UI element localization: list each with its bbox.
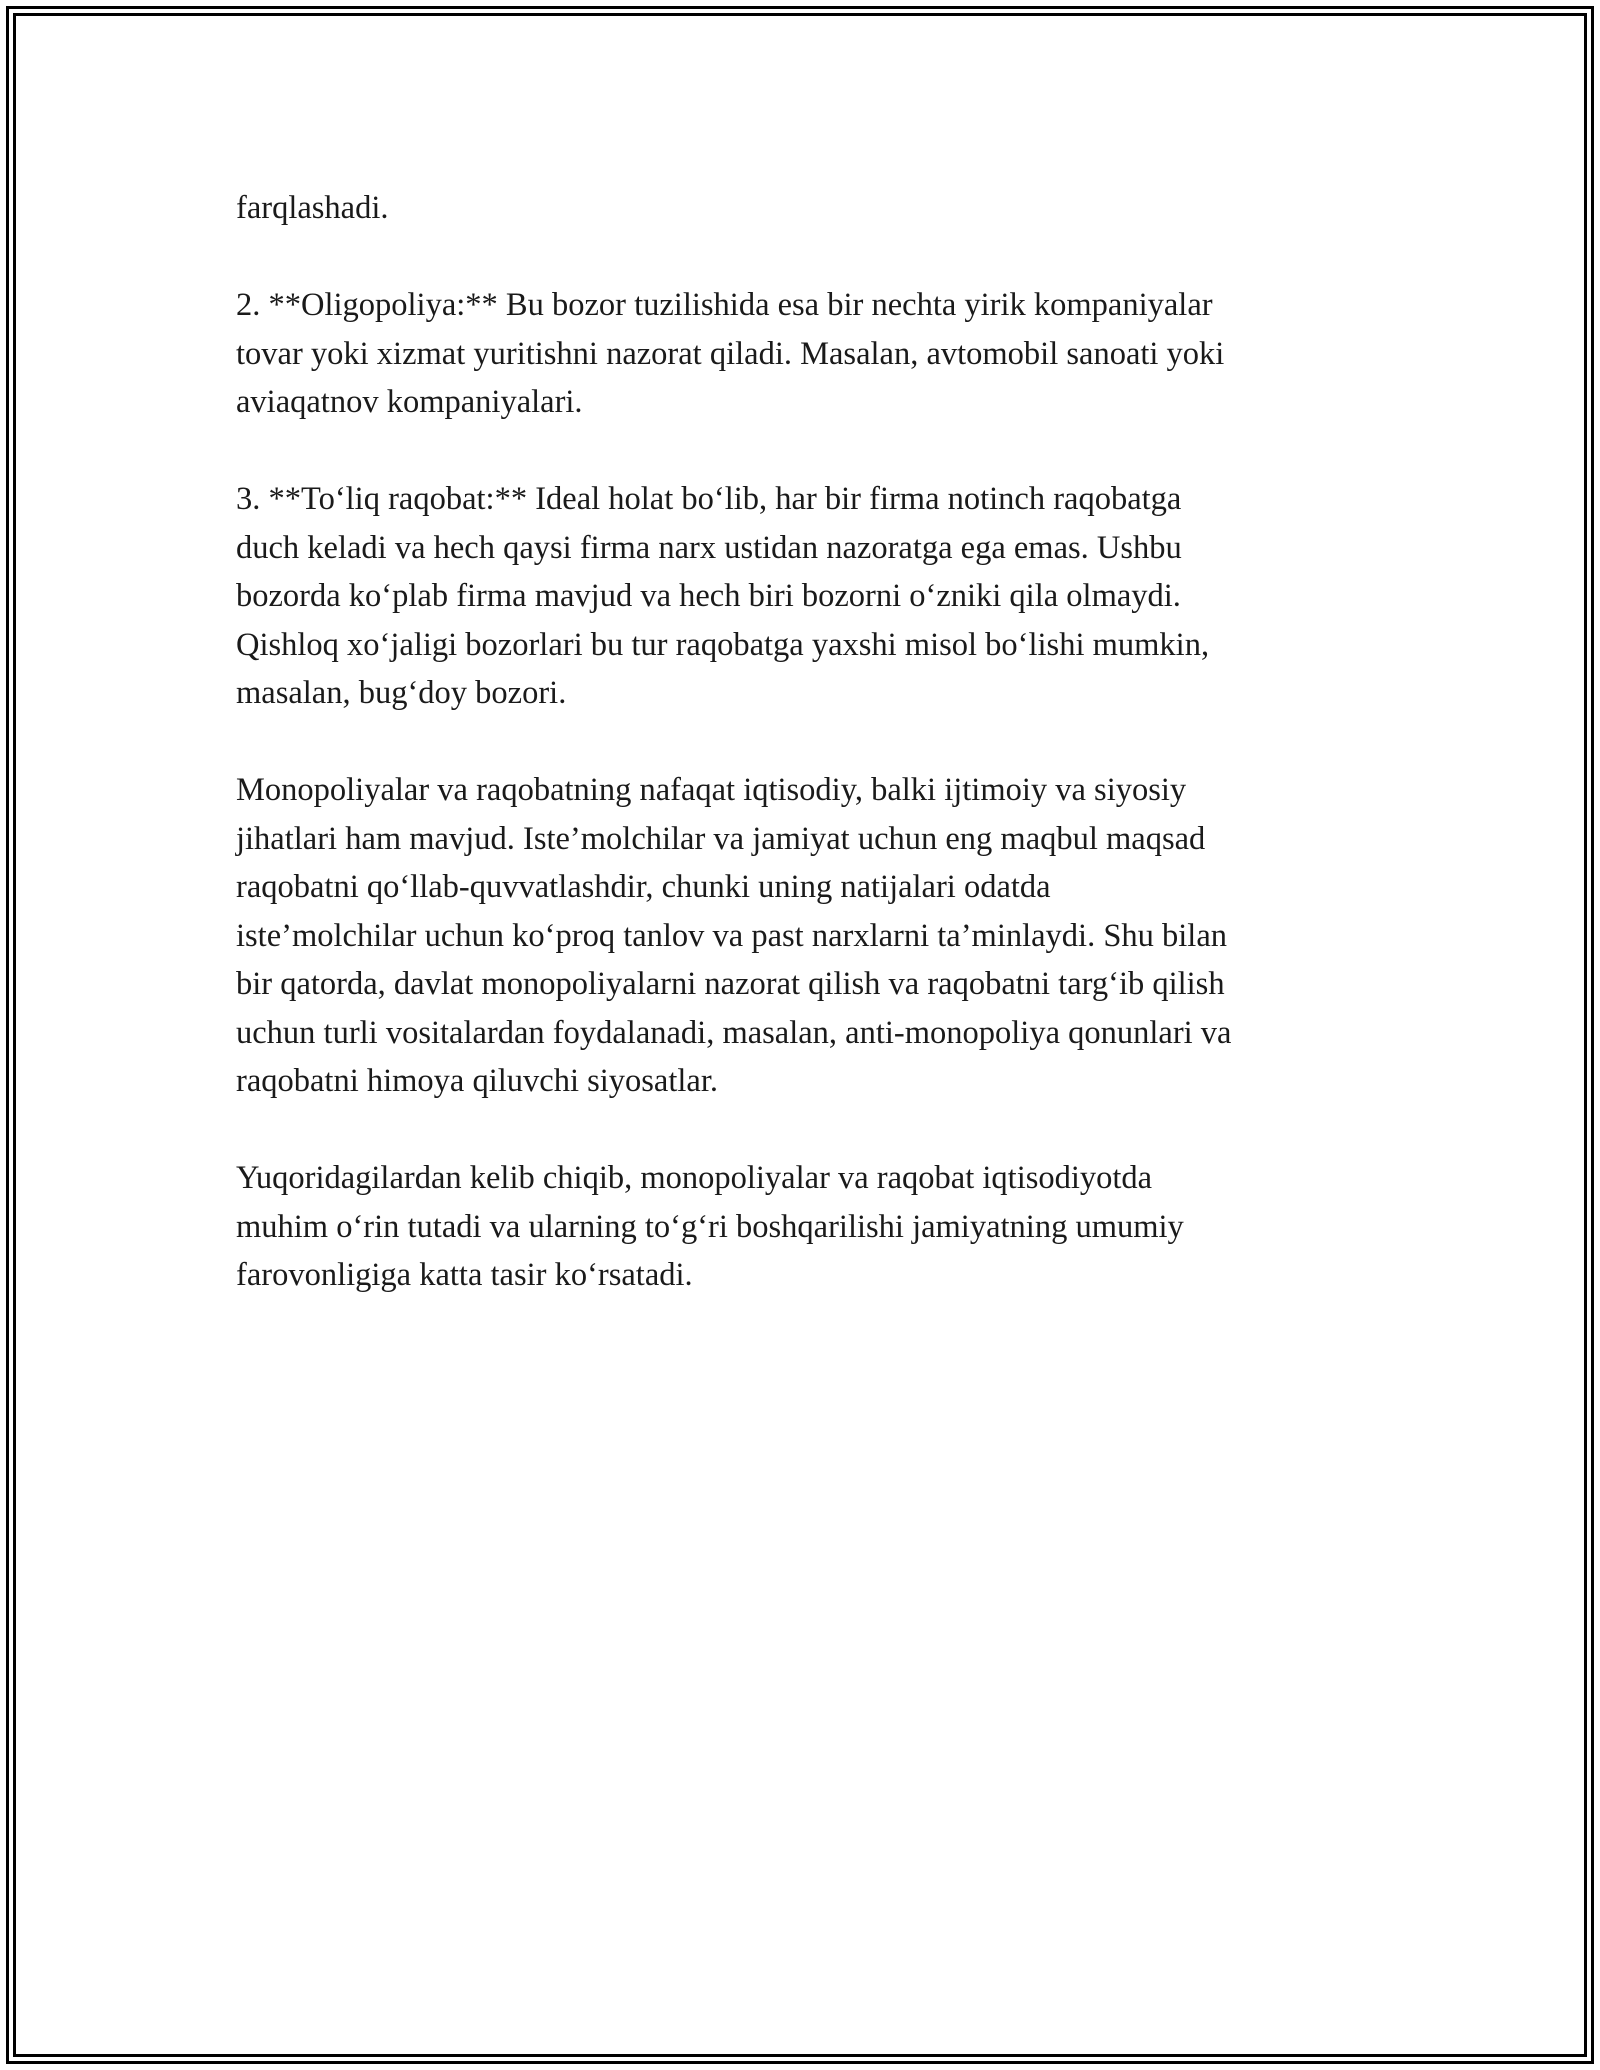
- text-line: iste’molchilar uchun ko‘proq tanlov va past narxlarni ta’minlaydi. Shu bilan: [236, 917, 1228, 954]
- paragraph-oligopoliya: [236, 281, 1386, 427]
- text-line: duch keladi va hech qaysi firma narx ustidan nazoratga ega emas. Ushbu: [236, 529, 1182, 566]
- text-line: aviaqatnov kompaniyalari.: [236, 384, 583, 420]
- text-line: Yuqoridagilardan kelib chiqib, monopoliyalar va raqobat iqtisodiyotda: [236, 1160, 1153, 1196]
- text-line: 2. **Oligopoliya:** Bu bozor tuzilishida esa bir nechta yirik kompaniyalar: [236, 287, 1213, 323]
- text-line: bir qatorda, davlat monopoliyalarni nazorat qilish va raqobatni targ‘ib qilish: [236, 966, 1225, 1002]
- text-line: masalan, bug‘doy bozori.: [236, 675, 567, 711]
- text-line: muhim o‘rin tutadi va ularning to‘g‘ri boshqarilishi jamiyatning umumiy: [236, 1208, 1184, 1245]
- text-line: jihatlari ham mavjud. Iste’molchilar va jamiyat uchun eng maqbul maqsad: [236, 820, 1206, 857]
- text-line: raqobatni qo‘llab-quvvatlashdir, chunki uning natijalari odatda: [236, 869, 1051, 905]
- text-line: tovar yoki xizmat yuritishni nazorat qiladi. Masalan, avtomobil sanoati yoki: [236, 335, 1225, 372]
- paragraph-monopoliyalar: [236, 766, 1386, 1106]
- text-line: 3. **To‘liq raqobat:** Ideal holat bo‘lib, har bir firma notinch raqobatga: [236, 481, 1182, 517]
- paragraph-conclusion: [236, 1154, 1386, 1300]
- text-line: raqobatni himoya qiluvchi siyosatlar.: [236, 1063, 718, 1099]
- text-line: farovonligiga katta tasir ko‘rsatadi.: [236, 1257, 693, 1293]
- paragraph-continuation: [236, 184, 1386, 233]
- paragraph-toliq-raqobat: [236, 475, 1386, 718]
- text-line: bozorda ko‘plab firma mavjud va hech biri bozorni o‘zniki qila olmaydi.: [236, 578, 1181, 614]
- text-line: Qishloq xo‘jaligi bozorlari bu tur raqobatga yaxshi misol bo‘lishi mumkin,: [236, 626, 1210, 663]
- text-line: farqlashadi.: [236, 190, 389, 226]
- document-body: [236, 184, 1386, 1300]
- text-line: Monopoliyalar va raqobatning nafaqat iqtisodiy, balki ijtimoiy va siyosiy: [236, 772, 1187, 808]
- text-line: uchun turli vositalardan foydalanadi, masalan, anti-monopoliya qonunlari va: [236, 1014, 1232, 1051]
